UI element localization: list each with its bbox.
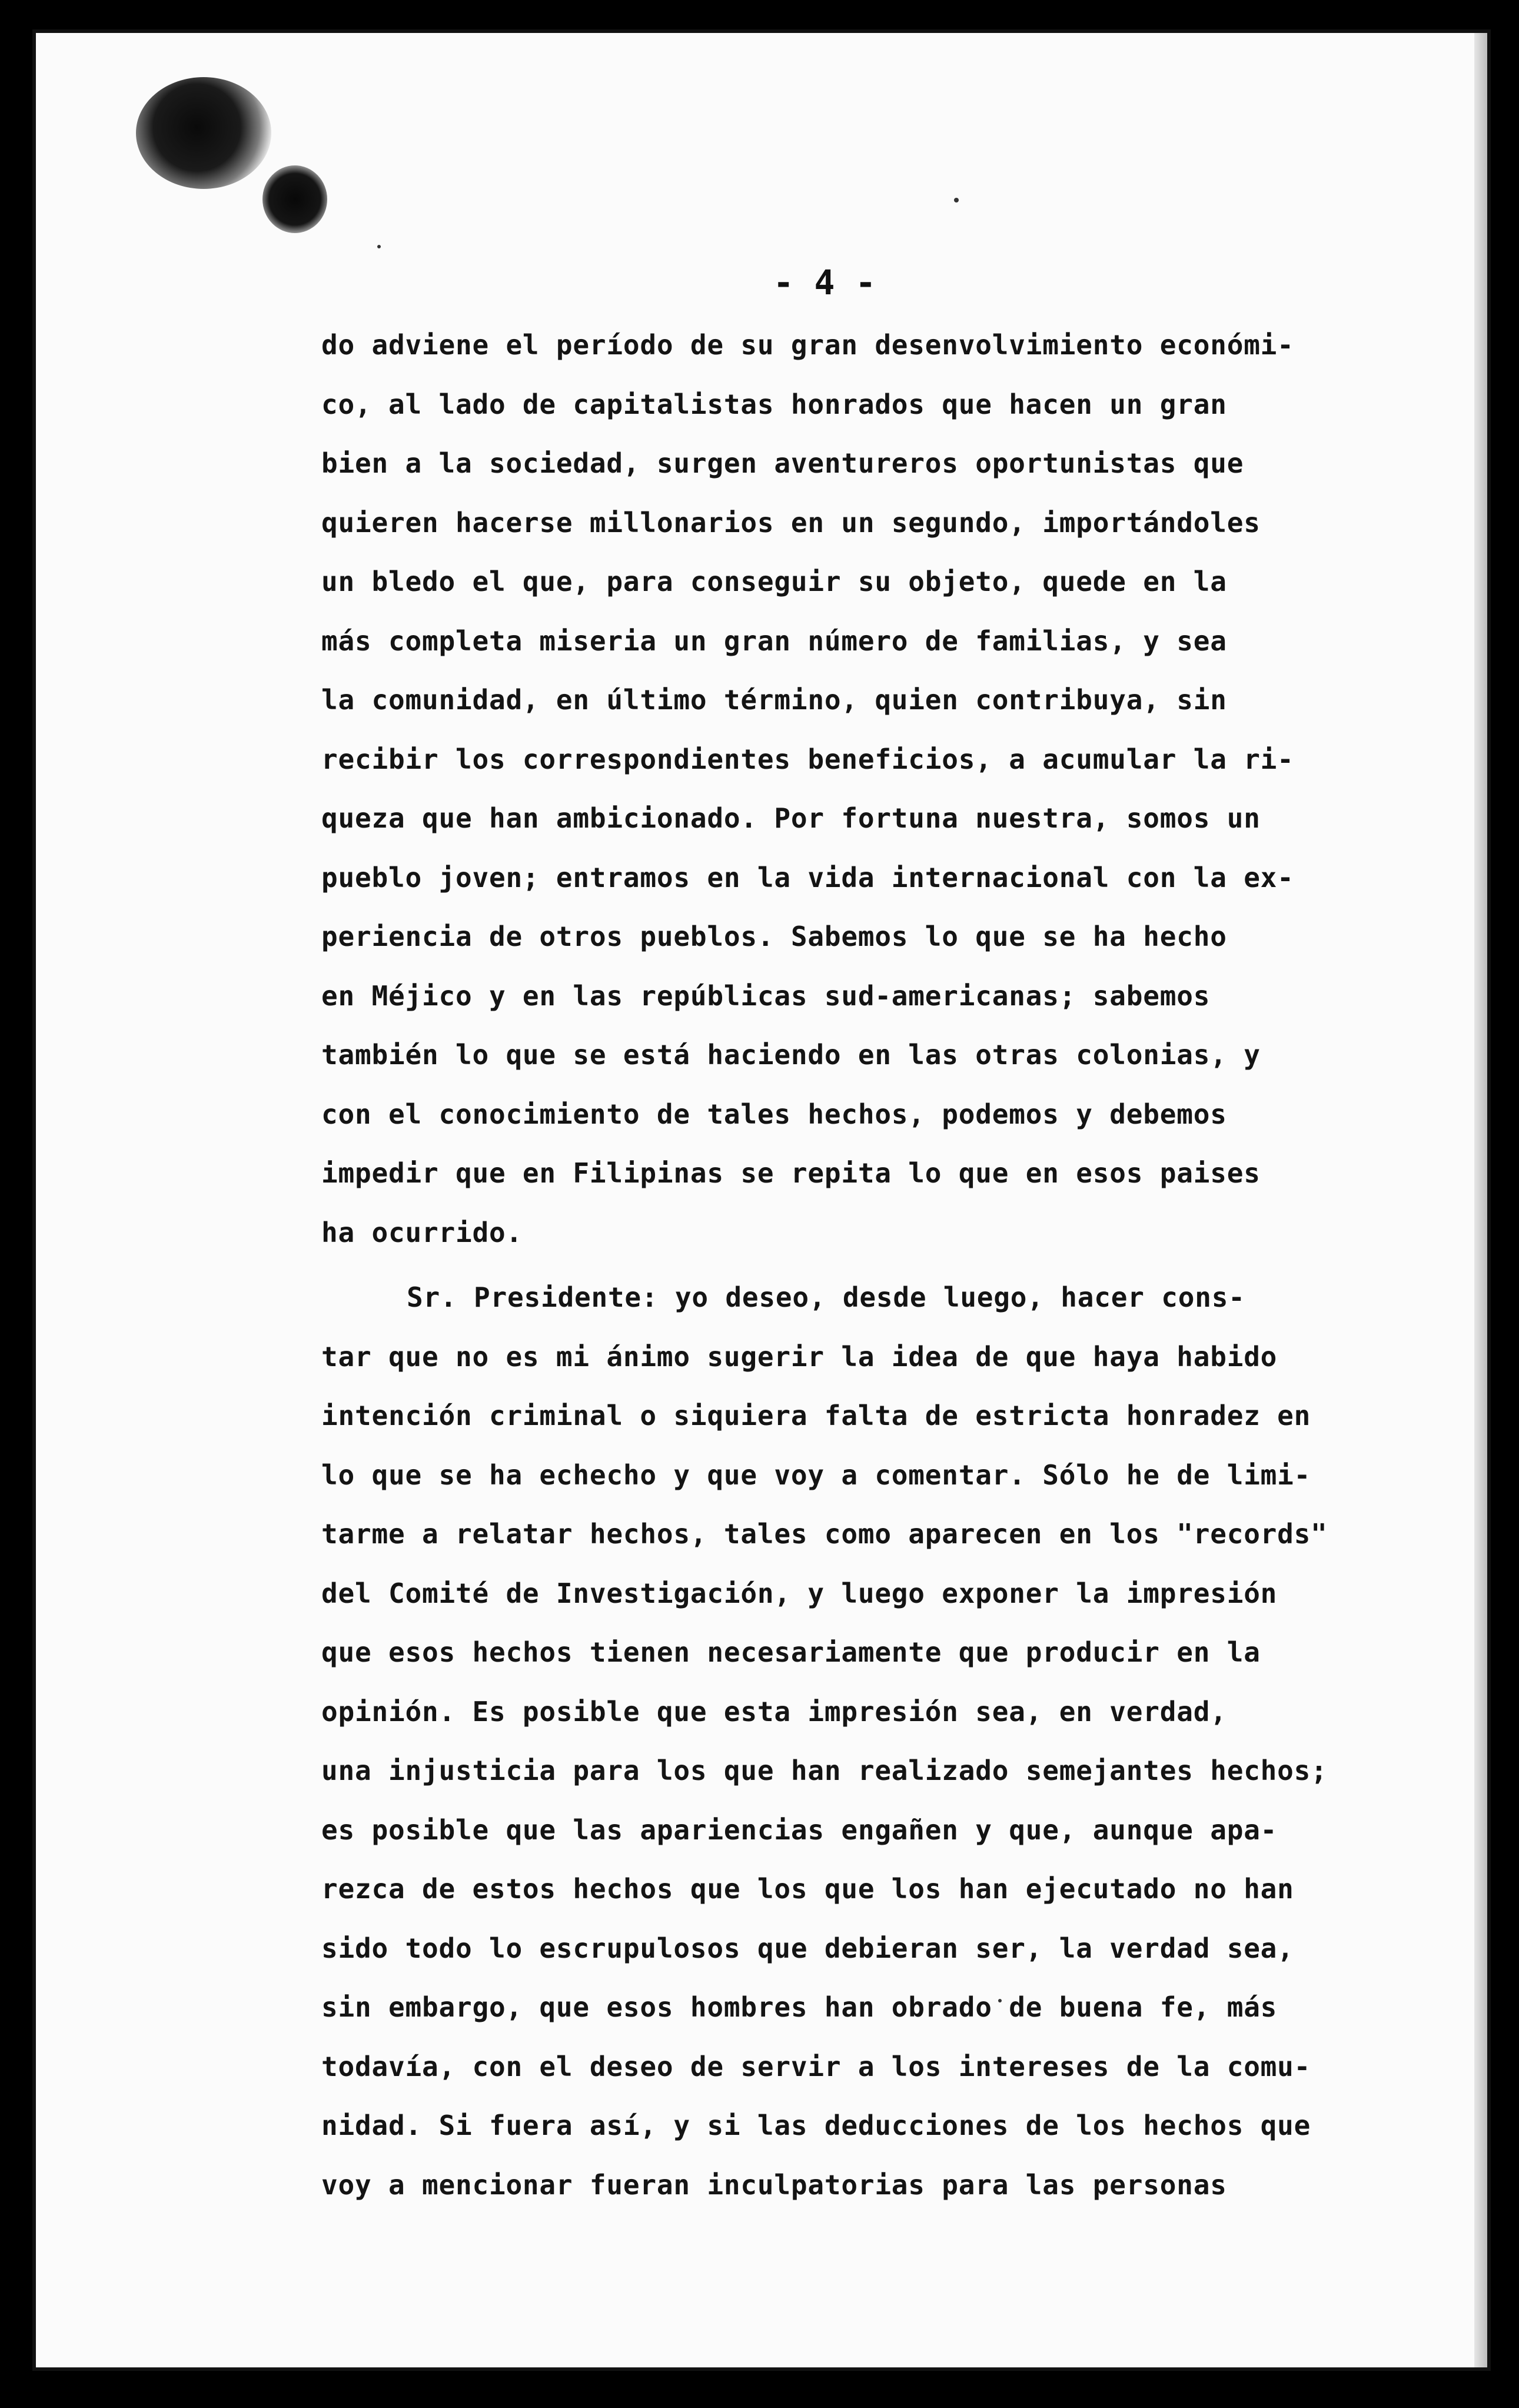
text-line: con el conocimiento de tales hechos, podemos y debemos <box>321 1098 1227 1130</box>
text-line: do adviene el período de su gran desenvolvimiento económi- <box>321 329 1294 361</box>
ink-speck <box>377 245 381 248</box>
text-line: sin embargo, que esos hombres han obrado de buena fe, más <box>321 1991 1278 2023</box>
document-page <box>32 29 1491 2371</box>
text-line-indented: Sr. Presidente: yo deseo, desde luego, hacer cons- <box>407 1281 1245 1313</box>
text-line: quieren hacerse millonarios en un segundo, importándoles <box>321 506 1261 539</box>
text-line: la comunidad, en último término, quien contribuya, sin <box>321 684 1227 716</box>
text-line: rezca de estos hechos que los que los han ejecutado no han <box>321 1873 1294 1905</box>
text-line: todavía, con el deseo de servir a los intereses de la comu- <box>321 2050 1311 2082</box>
text-line: queza que han ambicionado. Por fortuna nuestra, somos un <box>321 802 1261 834</box>
text-line: nidad. Si fuera así, y si las deducciones de los hechos que <box>321 2110 1311 2141</box>
text-line: un bledo el que, para conseguir su objeto, quede en la <box>321 566 1227 597</box>
text-line: también lo que se está haciendo en las otras colonias, y <box>321 1039 1261 1071</box>
page-edge-shadow <box>1474 33 1487 2367</box>
text-line: intención criminal o siquiera falta de estricta honradez en <box>321 1400 1311 1431</box>
ink-blot-small <box>262 165 327 233</box>
page-number: - 4 - <box>773 263 876 303</box>
text-line: bien a la sociedad, surgen aventureros oportunistas que <box>321 447 1244 479</box>
typed-text-body <box>321 315 1440 2214</box>
ink-speck <box>954 198 959 202</box>
text-line: impedir que en Filipinas se repita lo que en esos paises <box>321 1157 1261 1189</box>
text-line: voy a mencionar fueran inculpatorias para las personas <box>321 2168 1227 2201</box>
text-line: una injusticia para los que han realizado semejantes hechos; <box>321 1755 1328 1786</box>
text-line: co, al lado de capitalistas honrados que hacen un gran <box>321 388 1227 420</box>
ink-blot <box>136 77 271 189</box>
text-line: periencia de otros pueblos. Sabemos lo que se ha hecho <box>321 921 1227 952</box>
text-line: del Comité de Investigación, y luego exponer la impresión <box>321 1577 1278 1609</box>
text-line: lo que se ha echecho y que voy a comentar. Sólo he de limi- <box>321 1459 1311 1491</box>
text-line: en Méjico y en las repúblicas sud-americanas; sabemos <box>321 979 1211 1012</box>
text-line: tarme a relatar hechos, tales como aparecen en los "records" <box>321 1518 1328 1550</box>
text-line: recibir los correspondientes beneficios, a acumular la ri- <box>321 743 1294 775</box>
text-line: opinión. Es posible que esta impresión sea, en verdad, <box>321 1695 1227 1728</box>
paragraph-gap <box>321 1262 1440 1268</box>
text-line: ha ocurrido. <box>321 1216 523 1248</box>
text-line: tar que no es mi ánimo sugerir la idea de que haya habido <box>321 1340 1278 1373</box>
text-line: que esos hechos tienen necesariamente que producir en la <box>321 1636 1261 1668</box>
text-line: sido todo lo escrupulosos que debieran ser, la verdad sea, <box>321 1932 1294 1964</box>
paragraph-1 <box>321 315 1440 1262</box>
text-line: pueblo joven; entramos en la vida internacional con la ex- <box>321 861 1294 894</box>
paragraph-2 <box>321 1268 1440 2214</box>
text-line: más completa miseria un gran número de familias, y sea <box>321 625 1227 657</box>
text-line: es posible que las apariencias engañen y que, aunque apa- <box>321 1814 1278 1846</box>
